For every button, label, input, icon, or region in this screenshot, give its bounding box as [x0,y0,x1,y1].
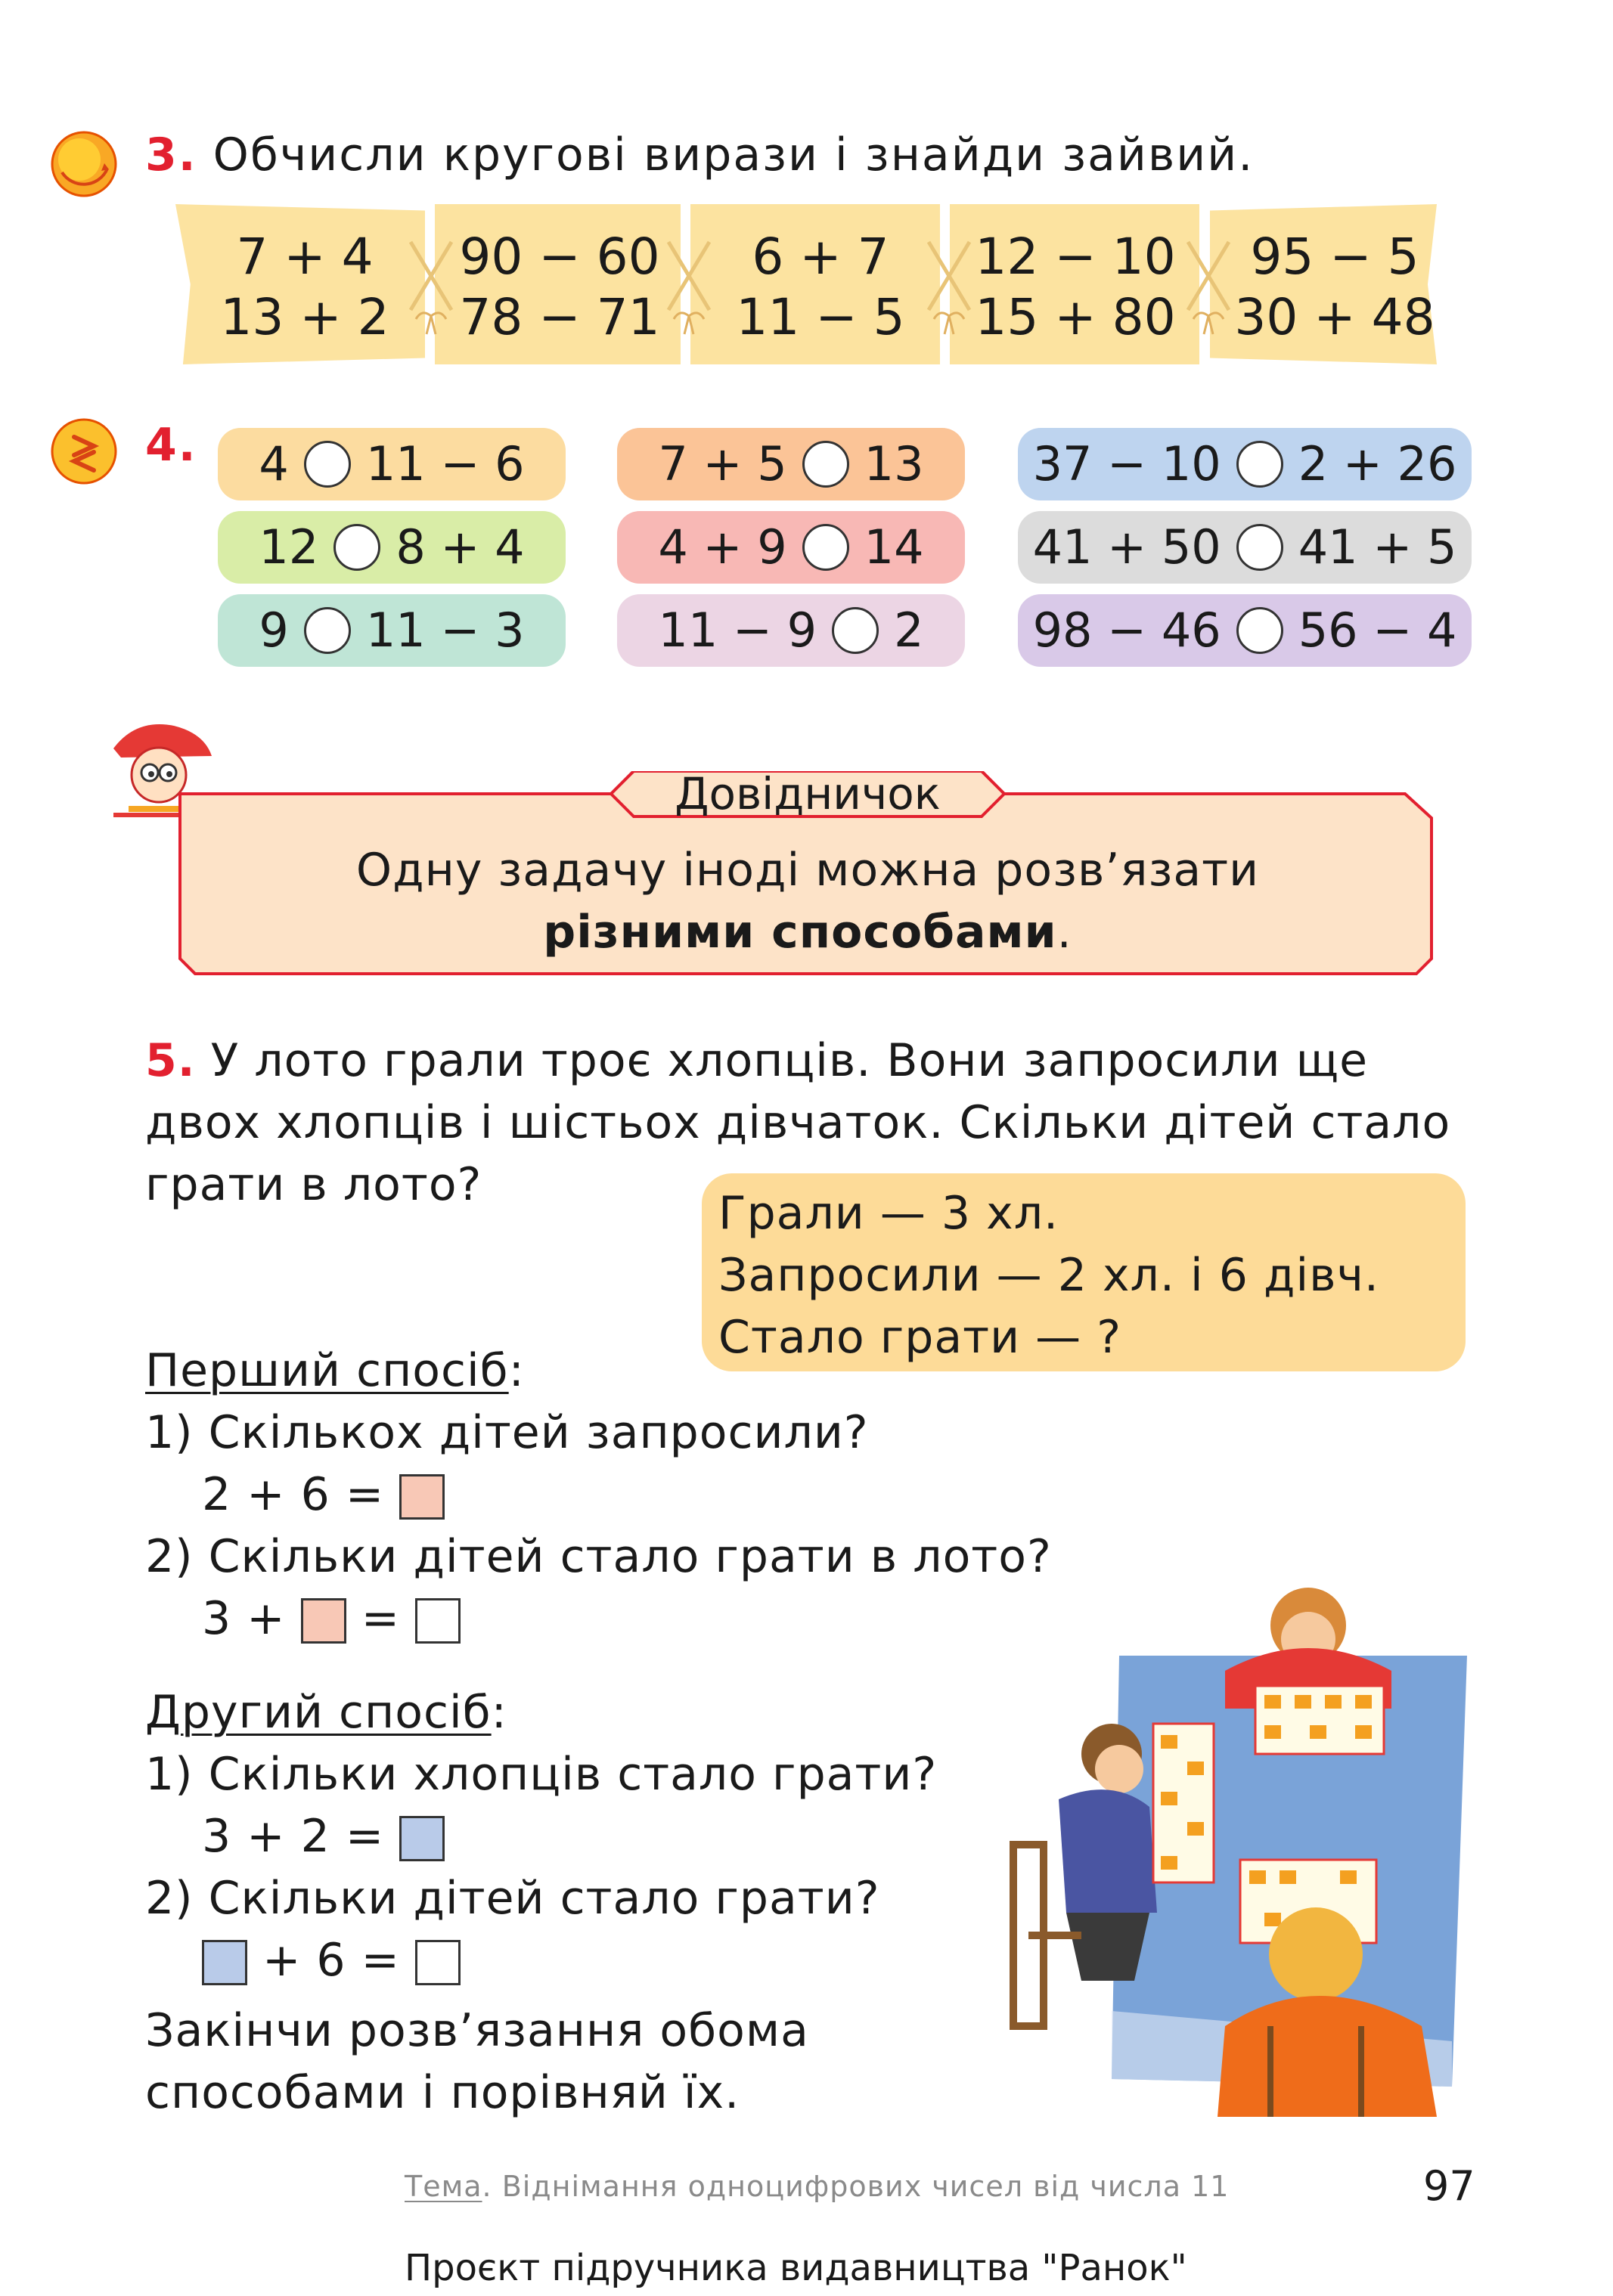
task3-heading [145,129,1254,181]
expression-bottom: 13 + 2 [220,288,389,346]
way2-expression2 [145,1929,937,1991]
compare-sign-blank[interactable] [1236,441,1283,488]
way2-expression1 [145,1805,937,1867]
reference-line2-bold: різними способами [543,906,1057,959]
footer-topic [405,2170,1229,2203]
compare-sign-blank[interactable] [802,441,849,488]
task4-number: 4. [145,419,197,472]
page-number: 97 [1423,2162,1475,2210]
compare-right: 41 + 5 [1298,519,1457,575]
answer-box[interactable] [399,1474,445,1520]
expression-bottom: 78 − 71 [459,288,660,346]
compare-sign-blank[interactable] [1236,607,1283,654]
compare-right: 2 + 26 [1298,436,1457,491]
compare-right: 14 [864,519,924,575]
way1-expression1 [145,1464,1052,1526]
task3-number: 3. [145,129,197,181]
footer-topic-label: Тема [405,2170,482,2203]
way2-question2: 2) Скільки дітей стало грати? [145,1872,880,1925]
comparison-pill [1018,511,1472,584]
reference-line1: Одну задачу іноді можна розв’язати [355,844,1260,897]
expression-top: 90 − 60 [459,228,660,286]
way2 [145,1681,937,1991]
expression-top: 12 − 10 [975,228,1176,286]
answer-box[interactable] [415,1598,461,1644]
way2-title-row: Другий спосіб: [145,1686,507,1739]
ribbon-cell [1214,227,1456,348]
task3-icon [47,127,121,201]
expression-top: 95 − 5 [1250,228,1419,286]
task5-line1 [145,1030,1450,1092]
compare-sign-blank[interactable] [802,524,849,571]
comparison-pill [218,511,566,584]
compare-left: 41 + 50 [1032,519,1221,575]
expression-bottom: 15 + 80 [975,288,1176,346]
comparison-pill [1018,428,1472,500]
comparison-pill [617,428,965,500]
way1-question2: 2) Скільки дітей стало грати в лото? [145,1530,1052,1583]
final-line1: Закінчи розв’язання обома [145,2004,809,2057]
compare-left: 37 − 10 [1032,436,1221,491]
task3-title: Обчисли кругові вирази і знайди зайвий. [212,129,1255,181]
ribbon-cell [184,227,426,348]
expression-bottom: 11 − 5 [736,288,905,346]
way2-title: Другий спосіб [145,1686,492,1739]
reference-box [172,768,1443,977]
ribbon-cell [439,227,681,348]
summary-line: Стало грати — ? [718,1311,1122,1364]
final-line2: способами і порівняй їх. [145,2066,740,2119]
comparison-pill [1018,594,1472,667]
way1-question1: 1) Скількох дітей запросили? [145,1406,869,1459]
expression-top: 7 + 4 [236,228,374,286]
compare-left: 7 + 5 [658,436,787,491]
compare-left: 11 − 9 [658,603,817,658]
answer-box[interactable] [301,1598,346,1644]
comparison-pill [218,594,566,667]
way1-title: Перший спосіб [145,1344,509,1397]
comparison-pill [617,511,965,584]
compare-right: 13 [864,436,924,491]
compare-sign-blank[interactable] [304,607,351,654]
expression-text: + 6 = [262,1934,400,1987]
compare-sign-blank[interactable] [1236,524,1283,571]
lotto-children-illustration [998,1557,1482,2117]
compare-sign-blank[interactable] [333,524,380,571]
expression-text: 3 + [202,1592,286,1645]
reference-line2-end: . [1056,906,1072,959]
way1-title-row: Перший спосіб: [145,1344,525,1397]
expression-text: 3 + 2 = [202,1810,385,1863]
reference-title: Довідничок [675,768,941,820]
expression-top: 6 + 7 [752,228,889,286]
answer-box[interactable] [399,1816,445,1861]
task5-text: У лото грали троє хлопців. Вони запросили ще [210,1034,1369,1087]
way1 [145,1340,1052,1650]
comparison-pill [617,594,965,667]
task4-compare-icon [47,414,121,488]
compare-right: 2 [894,603,924,658]
summary-line: Запросили — 2 хл. і 6 дівч. [718,1249,1380,1302]
compare-left: 9 [259,603,289,658]
compare-sign-blank[interactable] [304,441,351,488]
expression-text: 2 + 6 = [202,1468,385,1521]
task5-line2: двох хлопців і шістьох дівчаток. Скільки дітей стало [145,1096,1451,1149]
compare-right: 11 − 3 [365,603,525,658]
way1-expression2 [145,1588,1052,1650]
task5-line3: грати в лото? [145,1158,482,1211]
compare-left: 4 [259,436,289,491]
answer-box[interactable] [415,1940,461,1985]
comparison-pill [218,428,566,500]
expression-text: = [361,1592,400,1645]
reference-line2-wrap [172,901,1443,963]
ribbon-cell [699,227,941,348]
task5-number: 5. [145,1034,196,1087]
answer-box[interactable] [202,1940,247,1985]
task5-final [145,2000,809,2124]
compare-right: 56 − 4 [1298,603,1457,658]
compare-left: 4 + 9 [658,519,787,575]
reference-text [172,839,1443,963]
footer-topic-text: . Віднімання одноцифрових чисел від числа 11 [482,2170,1230,2203]
way2-question1: 1) Скільки хлопців стало грати? [145,1748,938,1801]
compare-left: 98 − 46 [1032,603,1221,658]
expression-bottom: 30 + 48 [1234,288,1435,346]
publisher-note: Проєкт підручника видавництва "Ранок" [405,2247,1187,2289]
compare-left: 12 [259,519,319,575]
summary-line: Грали — 3 хл. [718,1187,1059,1240]
compare-right: 11 − 6 [365,436,525,491]
ribbon-cell [954,227,1196,348]
compare-sign-blank[interactable] [832,607,879,654]
compare-right: 8 + 4 [395,519,525,575]
